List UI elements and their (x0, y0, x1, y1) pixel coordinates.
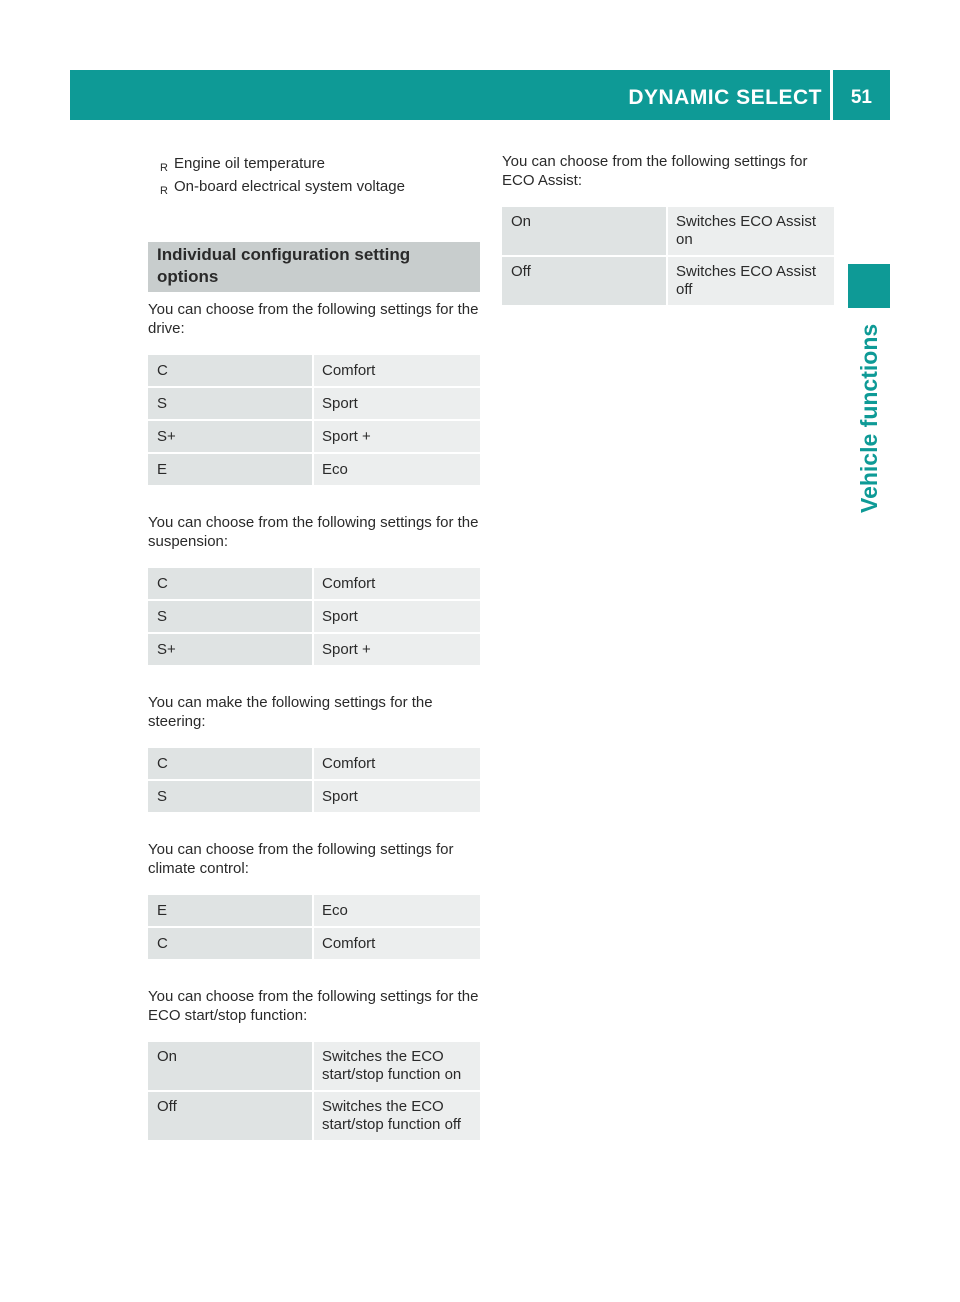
bullet-icon: R (160, 185, 168, 197)
setting-value: Comfort (314, 355, 480, 386)
section-heading: Individual configuration setting options (148, 242, 480, 292)
table-row (148, 454, 480, 487)
table-row (148, 355, 480, 388)
setting-key: Off (502, 257, 668, 305)
eco-assist-settings-table (502, 207, 834, 307)
drive-settings-table (148, 355, 480, 487)
group-intro-eco-start-stop: You can choose from the following settings for the ECO start/stop function: (148, 988, 479, 1024)
setting-key: C (148, 748, 314, 779)
page-header (70, 70, 890, 120)
setting-key: S (148, 601, 314, 632)
setting-key: E (148, 895, 314, 926)
group-intro-eco-assist: You can choose from the following settings for ECO Assist: (502, 153, 808, 189)
table-row (502, 207, 834, 257)
setting-key: S (148, 781, 314, 812)
left-column (148, 152, 480, 1168)
setting-value: Switches ECO Assist on (668, 207, 834, 255)
table-row (148, 895, 480, 928)
setting-key: E (148, 454, 314, 485)
setting-value: Sport (314, 388, 480, 419)
setting-value: Eco (314, 454, 480, 485)
bullet-icon: R (160, 162, 168, 174)
list-item-text: Engine oil temperature (174, 155, 325, 172)
setting-value: Sport + (314, 634, 480, 665)
setting-value: Comfort (314, 568, 480, 599)
setting-value: Sport (314, 781, 480, 812)
group-intro-drive: You can choose from the following settings for the drive: (148, 301, 479, 337)
page-number: 51 (850, 87, 872, 108)
table-row (148, 781, 480, 814)
header-divider (830, 70, 833, 120)
table-row (148, 748, 480, 781)
list-item (148, 175, 480, 198)
table-row (148, 928, 480, 961)
group-intro-steering: You can make the following settings for the steering: (148, 694, 433, 730)
side-tab-label: Vehicle functions (856, 323, 882, 513)
setting-value: Eco (314, 895, 480, 926)
setting-key: C (148, 355, 314, 386)
setting-value: Sport (314, 601, 480, 632)
suspension-settings-table (148, 568, 480, 667)
climate-settings-table (148, 895, 480, 961)
group-intro-climate: You can choose from the following settings for climate control: (148, 841, 454, 877)
setting-key: S (148, 388, 314, 419)
setting-key: On (502, 207, 668, 255)
setting-key: C (148, 928, 314, 959)
table-row (148, 421, 480, 454)
setting-value: Switches the ECO start/stop function on (314, 1042, 480, 1090)
table-row (148, 1092, 480, 1142)
steering-settings-table (148, 748, 480, 814)
setting-value: Sport + (314, 421, 480, 452)
setting-value: Switches ECO Assist off (668, 257, 834, 305)
group-intro-suspension: You can choose from the following settings for the suspension: (148, 514, 479, 550)
setting-key: On (148, 1042, 314, 1090)
table-row (148, 388, 480, 421)
chapter-title: DYNAMIC SELECT (628, 86, 822, 109)
table-row (148, 1042, 480, 1092)
setting-key: S+ (148, 634, 314, 665)
setting-key: Off (148, 1092, 314, 1140)
table-row (148, 601, 480, 634)
table-row (502, 257, 834, 307)
table-row (148, 568, 480, 601)
side-tab-marker (848, 264, 890, 308)
list-item-text: On-board electrical system voltage (174, 178, 405, 195)
right-column (502, 152, 834, 333)
setting-value: Comfort (314, 928, 480, 959)
eco-start-stop-settings-table (148, 1042, 480, 1142)
setting-value: Switches the ECO start/stop function off (314, 1092, 480, 1140)
table-row (148, 634, 480, 667)
bullet-list (148, 152, 480, 198)
setting-key: S+ (148, 421, 314, 452)
setting-key: C (148, 568, 314, 599)
setting-value: Comfort (314, 748, 480, 779)
list-item (148, 152, 480, 175)
